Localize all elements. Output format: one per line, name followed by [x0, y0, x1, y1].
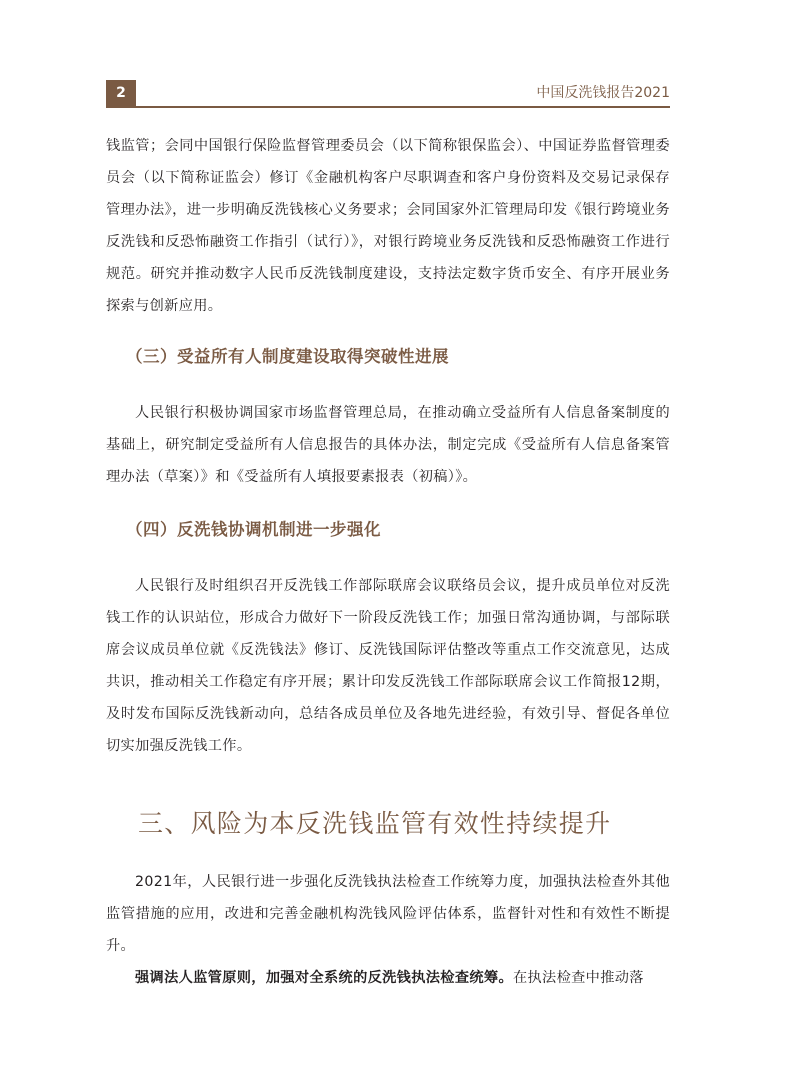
paragraph-lead-bold: 强调法人监管原则，加强对全系统的反洗钱执法检查统筹。 — [135, 970, 513, 986]
page-number: 2 — [106, 80, 136, 106]
paragraph-lead-rest: 在执法检查中推动落 — [512, 970, 644, 986]
paragraph-beneficial-ownership: 人民银行积极协调国家市场监督管理总局，在推动确立受益所有人信息备案制度的基础上，研究制定受益所有人信息报告的具体办法，制定完成《受益所有人信息备案管理办法（草案）》和《受益所有人填报要素报表（初稿）》。 — [106, 405, 670, 485]
header-divider — [106, 106, 670, 108]
section-title: 三、风险为本反洗钱监管有效性持续提升 — [138, 809, 612, 838]
report-title: 中国反洗钱报告2021 — [536, 85, 670, 101]
paragraph-supervision-2021: 2021年，人民银行进一步强化反洗钱执法检查工作统筹力度，加强执法检查外其他监管措施的应用，改进和完善金融机构洗钱风险评估体系，监督针对性和有效性不断提升。 — [106, 874, 670, 954]
page-header — [106, 80, 670, 108]
subheading-coordination-mechanism: （四）反洗钱协调机制进一步强化 — [126, 520, 381, 539]
paragraph-coordination-mechanism: 人民银行及时组织召开反洗钱工作部际联席会议联络员会议，提升成员单位对反洗钱工作的认识站位，形成合力做好下一阶段反洗钱工作；加强日常沟通协调，与部际联席会议成员单位就《反洗钱法》修订、反洗钱国际评估整改等重点工作交流意见，达成共识，推动相关工作稳定有序开展；累计印发反洗钱工作部际联席会议工作简报12期，及时发布国际反洗钱新动向，总结各成员单位及各地先进经验，有效引导、督促各单位切实加强反洗钱工作。 — [106, 578, 670, 754]
paragraph-legal-person-supervision — [106, 962, 670, 994]
paragraph-regulation-revisions: 钱监管；会同中国银行保险监督管理委员会（以下简称银保监会）、中国证券监督管理委员会（以下简称证监会）修订《金融机构客户尽职调查和客户身份资料及交易记录保存管理办法》，进一步明确反洗钱核心义务要求；会同国家外汇管理局印发《银行跨境业务反洗钱和反恐怖融资工作指引（试行）》，对银行跨境业务反洗钱和反恐怖融资工作进行规范。研究并推动数字人民币反洗钱制度建设，支持法定数字货币安全、有序开展业务探索与创新应用。 — [106, 138, 670, 314]
subheading-beneficial-ownership: （三）受益所有人制度建设取得突破性进展 — [126, 347, 449, 366]
